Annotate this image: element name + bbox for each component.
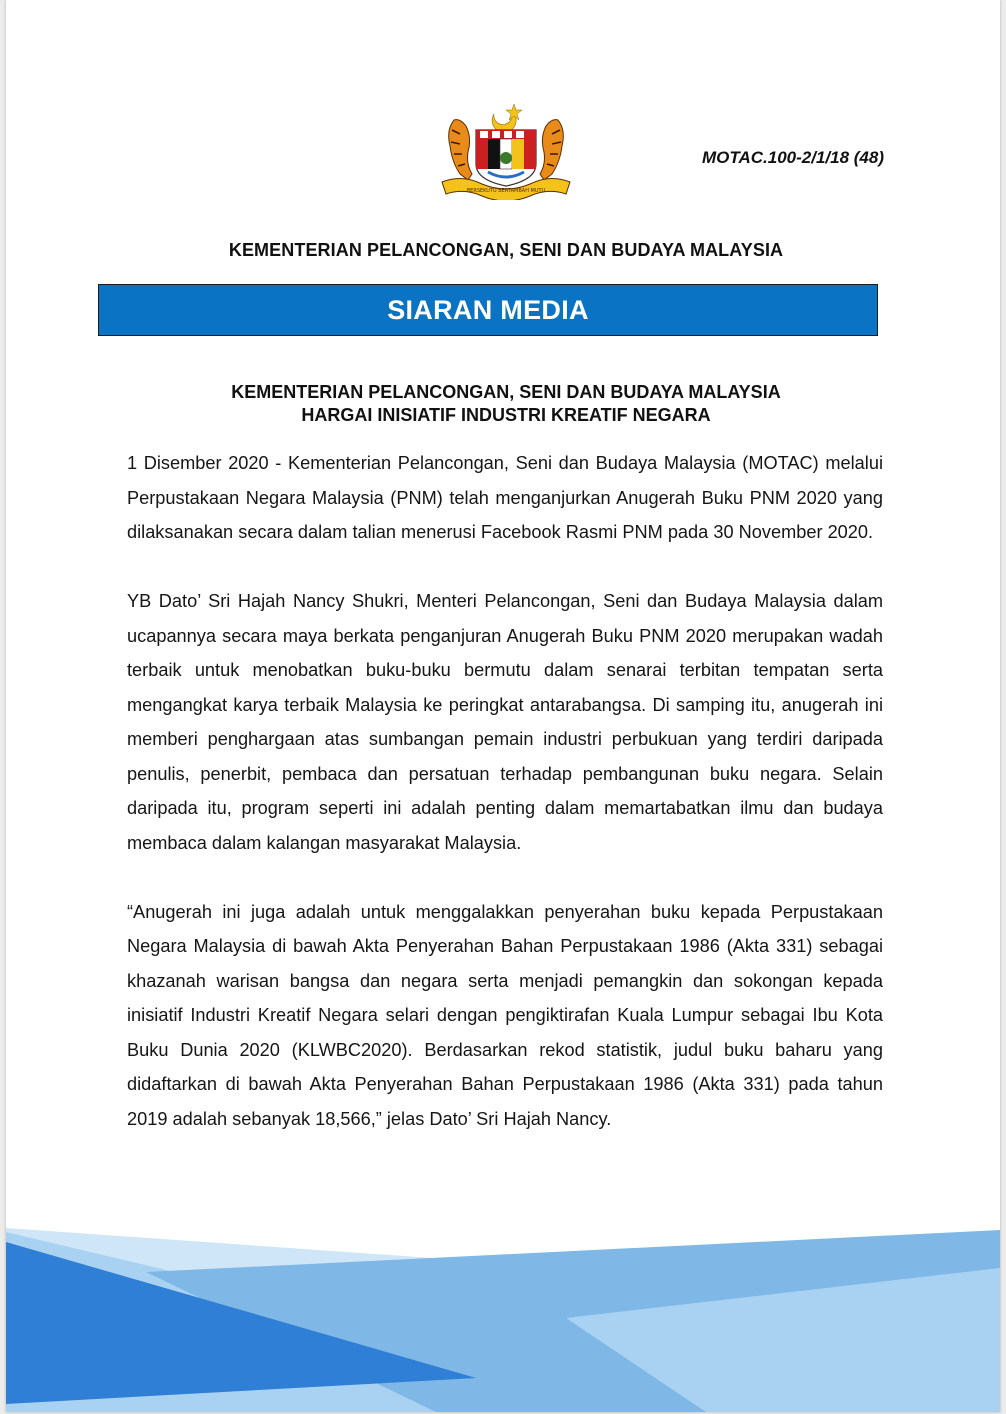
ministry-name: KEMENTERIAN PELANCONGAN, SENI DAN BUDAYA MALAYSIA: [228, 240, 784, 260]
paragraph-3: “Anugerah ini juga adalah untuk menggalakkan penyerahan buku kepada Perpustakaan Negara Malaysia di bawah Akta Penyerahan Bahan Perpustakaan 1986 (Akta 331) sebagai khazanah warisan bangsa dan negara serta menjadi pemangkin dan sokongan kepada inisiatif Industri Kreatif Negara selari dengan pengiktirafan Kuala Lumpur sebagai Ibu Kota Buku Dunia 2020 (KLWBC2020). Berdasarkan rekod statistik, judul buku baharu yang didaftarkan di bawah Akta Penyerahan Bahan Perpustakaan 1986 (Akta 331) pada tahun 2019 adalah sebanyak 18,566,” jelas Dato’ Sri Hajah Nancy.: [127, 901, 883, 1129]
article-body: [127, 446, 883, 1171]
banner-label: SIARAN MEDIA: [387, 294, 589, 325]
footer-wave-decoration: [6, 1228, 1000, 1412]
media-release-banner: [98, 284, 878, 336]
paragraph-2: YB Dato’ Sri Hajah Nancy Shukri, Menteri Pelancongan, Seni dan Budaya Malaysia dalam ucapannya secara maya berkata penganjuran Anugerah Buku PNM 2020 merupakan wadah terbaik untuk menobatkan buku-buku bermutu dalam senarai terbitan tempatan serta mengangkat karya terbaik Malaysia ke peringkat antarabangsa. Di samping itu, anugerah ini memberi penghargaan atas sumbangan pemain industri perbukuan yang terdiri daripada penulis, penerbit, pembaca dan persatuan terhadap pembangunan buku negara. Selain daripada itu, program seperti ini adalah penting dalam memartabatkan ilmu dan budaya membaca dalam kalangan masyarakat Malaysia.: [127, 591, 883, 853]
press-headline: [6, 381, 1000, 427]
reference-number: MOTAC.100-2/1/18 (48): [701, 148, 884, 167]
headline-line-2: HARGAI INISIATIF INDUSTRI KREATIF NEGARA: [301, 405, 711, 425]
coat-of-arms-icon: [436, 100, 576, 200]
svg-text:BERSEKUTU BERTAMBAH MUTU: BERSEKUTU BERTAMBAH MUTU: [466, 188, 546, 194]
paragraph-1: 1 Disember 2020 - Kementerian Pelancongan, Seni dan Budaya Malaysia (MOTAC) melalui Perpustakaan Negara Malaysia (PNM) telah menganjurkan Anugerah Buku PNM 2020 yang dilaksanakan secara dalam talian menerusi Facebook Rasmi PNM pada 30 November 2020.: [127, 453, 883, 542]
headline-line-1: KEMENTERIAN PELANCONGAN, SENI DAN BUDAYA MALAYSIA: [231, 382, 781, 402]
document-page: [6, 0, 1000, 1412]
